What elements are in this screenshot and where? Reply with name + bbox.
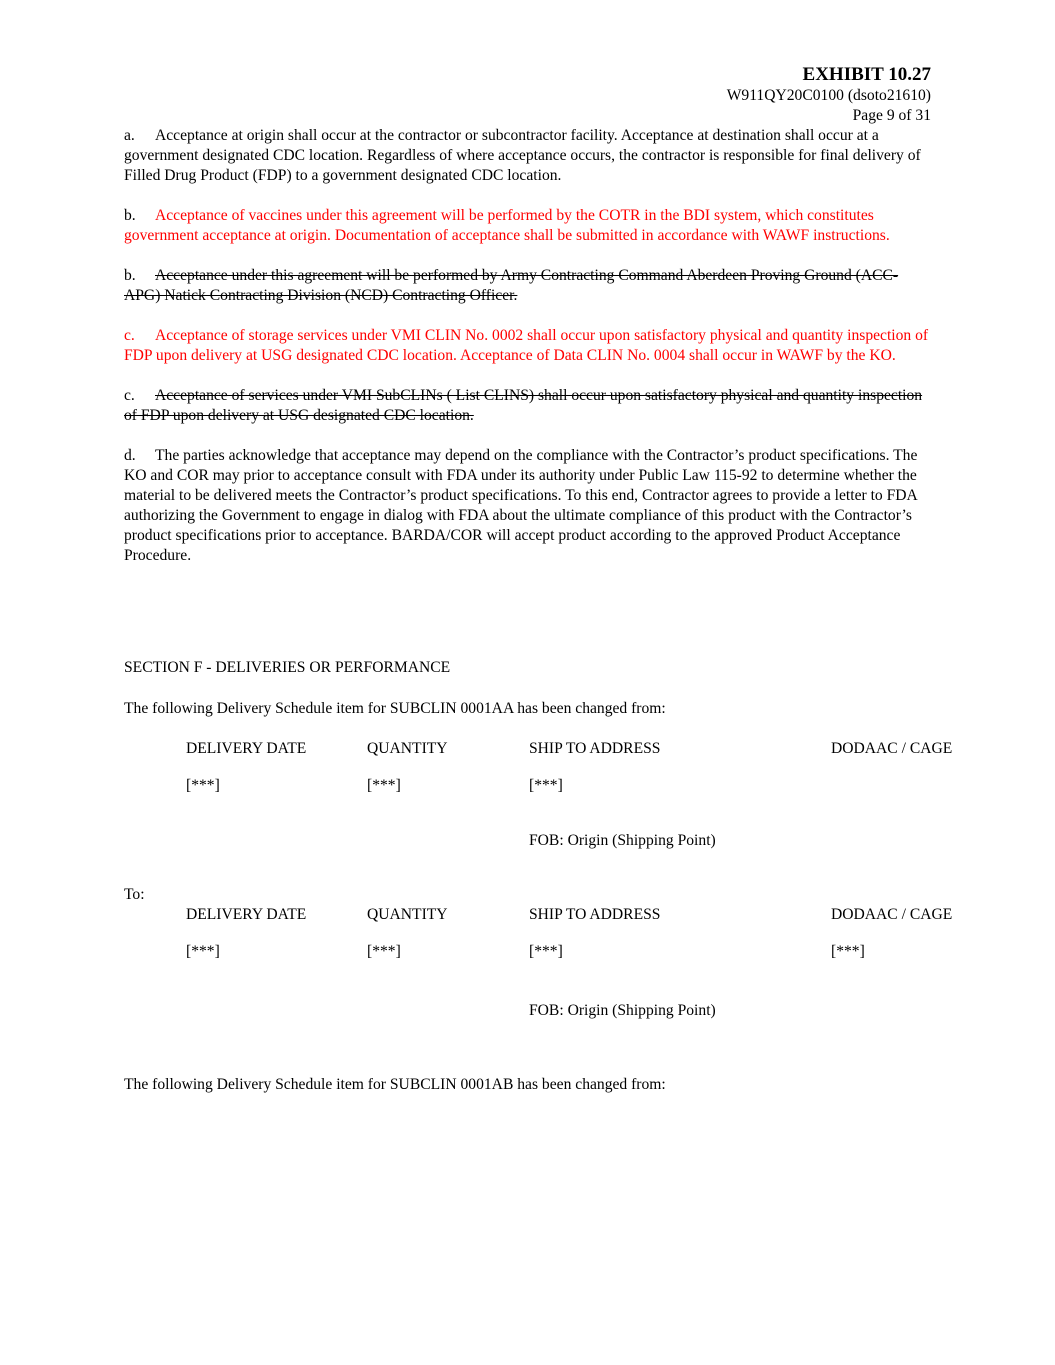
clause-a xyxy=(124,126,934,186)
clause-text: Acceptance of storage services under VMI CLIN No. 0002 shall occur upon satisfactory physical and quantity inspection of FDP upon delivery at USG designated CDC location. Acceptance of Data CLIN No. 0004 shall occur in WAWF by the KO. xyxy=(124,327,929,364)
clause-label: a. xyxy=(124,127,135,144)
clause-b-deleted xyxy=(124,266,934,306)
clause-text: Acceptance of vaccines under this agreement will be performed by the COTR in the BDI system, which constitutes government acceptance at origin. Documentation of acceptance shall be submitted in accordance with WAWF instructions. xyxy=(124,207,890,244)
clause-label: b. xyxy=(124,267,136,284)
clause-text: Acceptance under this agreement will be performed by Army Contracting Command Aberdeen Proving Ground (ACC-APG) Natick Contracting Division (NCD) Contracting Officer. xyxy=(124,267,899,304)
exhibit-number: EXHIBIT 10.27 xyxy=(802,64,931,85)
clause-text: Acceptance at origin shall occur at the contractor or subcontractor facility. Acceptance at destination shall occur at a government designated CDC location. Regardless of where acceptance occurs, the contractor is responsible for final delivery of Filled Drug Product (FDP) to a government designated CDC location. xyxy=(124,127,921,184)
clause-text: Acceptance of services under VMI SubCLINs ( List CLINS) shall occur upon satisfactory physical and quantity inspection of FDP upon delivery at USG designated CDC location. xyxy=(124,387,923,424)
clause-c-added xyxy=(124,326,934,366)
column-header: DODAAC / CAGE xyxy=(831,906,953,923)
table-cell: [***] xyxy=(831,943,865,960)
to-label: To: xyxy=(124,886,145,903)
clause-c-deleted xyxy=(124,386,934,426)
table-cell: [***] xyxy=(529,777,563,794)
table-cell: [***] xyxy=(367,943,401,960)
clause-label: c. xyxy=(124,327,135,344)
schedule-intro-0001aa: The following Delivery Schedule item for SUBCLIN 0001AA has been changed from: xyxy=(124,700,666,717)
page-header xyxy=(727,64,931,126)
fob-terms: FOB: Origin (Shipping Point) xyxy=(529,1002,716,1019)
column-header: DELIVERY DATE xyxy=(186,740,307,757)
contract-number: W911QY20C0100 (dsoto21610) xyxy=(726,87,931,104)
section-f-title: SECTION F - DELIVERIES OR PERFORMANCE xyxy=(124,659,451,676)
page-number: Page 9 of 31 xyxy=(852,107,931,124)
column-header: DELIVERY DATE xyxy=(186,906,307,923)
table-cell: [***] xyxy=(529,943,563,960)
schedule-intro-0001ab: The following Delivery Schedule item for SUBCLIN 0001AB has been changed from: xyxy=(124,1076,666,1093)
column-header: DODAAC / CAGE xyxy=(831,740,953,757)
fob-terms: FOB: Origin (Shipping Point) xyxy=(529,832,716,849)
column-header: SHIP TO ADDRESS xyxy=(529,740,661,757)
clause-label: b. xyxy=(124,207,136,224)
table-cell: [***] xyxy=(186,943,220,960)
clause-text: The parties acknowledge that acceptance may depend on the compliance with the Contractor’s product specifications. The KO and COR may prior to acceptance consult with FDA under its authority under Public Law 115-92 to determine whether the material to be delivered meets the Contractor’s product specifications. To this end, Contractor agrees to provide a letter to FDA authorizing the Government to engage in dialog with FDA about the ultimate compliance of this product with the Contractor’s product specifications prior to acceptance. BARDA/COR will accept product according to the approved Product Acceptance Procedure. xyxy=(124,447,918,564)
clause-b-added xyxy=(124,206,934,246)
clause-label: c. xyxy=(124,387,135,404)
clause-d xyxy=(124,446,934,566)
table-cell: [***] xyxy=(367,777,401,794)
table-cell: [***] xyxy=(186,777,220,794)
clause-label: d. xyxy=(124,447,136,464)
column-header: QUANTITY xyxy=(367,740,448,757)
acceptance-clauses xyxy=(124,126,934,586)
column-header: SHIP TO ADDRESS xyxy=(529,906,661,923)
column-header: QUANTITY xyxy=(367,906,448,923)
